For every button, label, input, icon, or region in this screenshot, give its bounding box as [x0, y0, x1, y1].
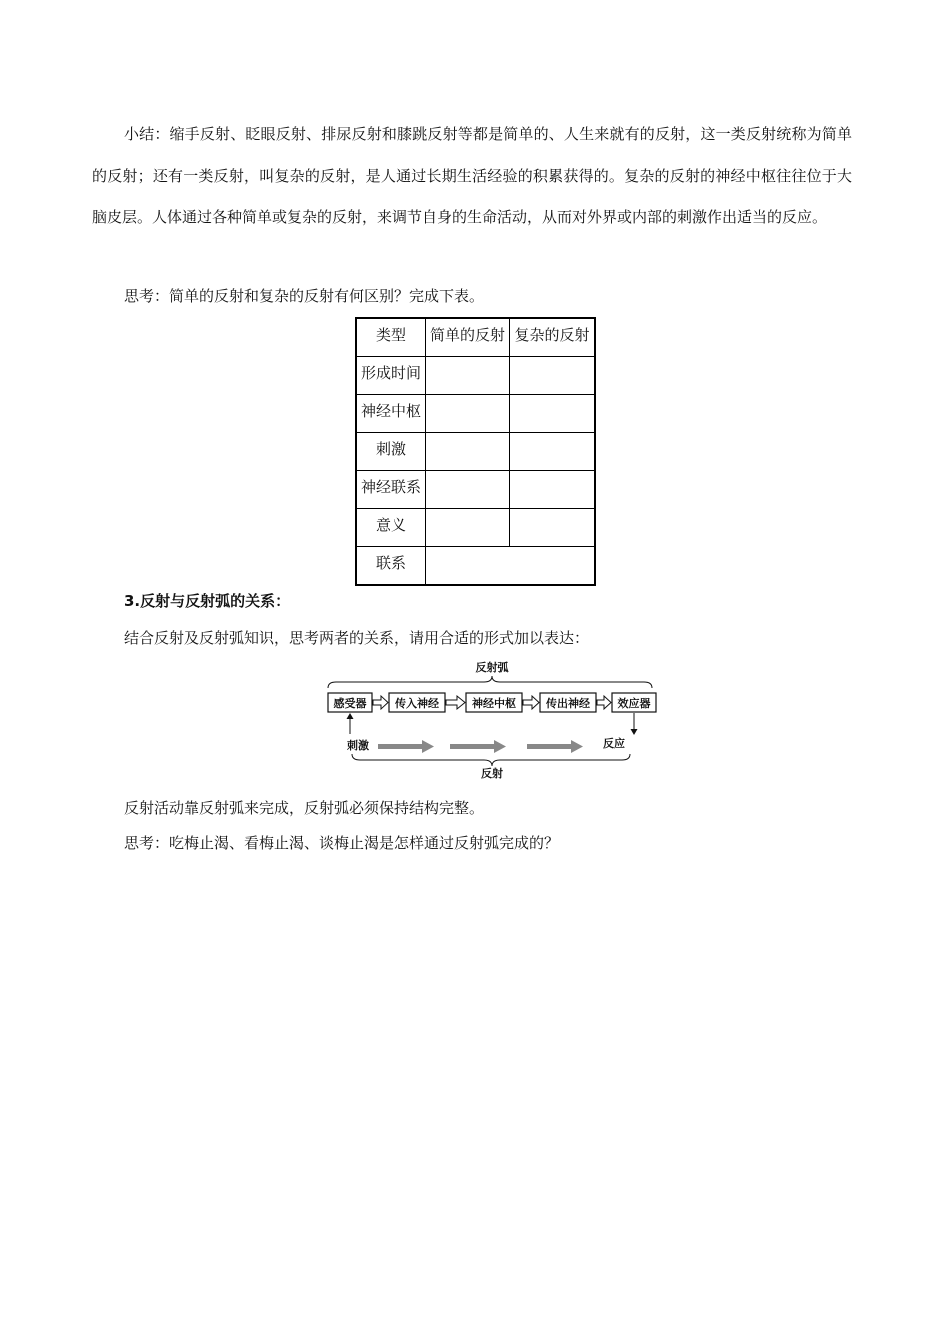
answer-cell[interactable] [510, 357, 596, 395]
hollow-arrow-icon [523, 696, 539, 709]
answer-cell[interactable] [426, 509, 510, 547]
row-label: 意义 [356, 509, 426, 547]
box-label: 神经中枢 [472, 697, 516, 710]
box-label: 传入神经 [395, 697, 439, 710]
bottom-brace [352, 754, 630, 766]
answer-cell[interactable] [510, 471, 596, 509]
table-row [356, 433, 595, 471]
answer-cell[interactable] [426, 433, 510, 471]
table-row [356, 395, 595, 433]
summary-paragraph: 小结：缩手反射、眨眼反射、排尿反射和膝跳反射等都是简单的、人生来就有的反射，这一类反射统称为简单的反射；还有一类反射，叫复杂的反射，是人通过长期生活经验的积累获得的。复杂的反射的神经中枢往往位于大脑皮层。人体通过各种简单或复杂的反射，来调节自身的生命活动，从而对外界或内部的刺激作出适当的反应。 [92, 125, 852, 226]
think-question-1: 思考：简单的反射和复杂的反射有何区别？完成下表。 [124, 287, 485, 305]
box-label: 效应器 [617, 697, 651, 710]
table-header-cell: 简单的反射 [426, 318, 510, 357]
row-label: 神经联系 [356, 471, 426, 509]
box-label: 感受器 [333, 697, 367, 710]
answer-cell[interactable] [426, 471, 510, 509]
table-row [356, 357, 595, 395]
answer-cell[interactable] [426, 547, 596, 586]
reflex-arc-diagram [322, 660, 662, 780]
flow-arrow-icon [378, 740, 434, 753]
answer-cell[interactable] [510, 509, 596, 547]
section-heading: 3.反射与反射弧的关系： [124, 592, 291, 610]
row-label: 形成时间 [356, 357, 426, 395]
comparison-table [355, 317, 596, 586]
table-row [356, 471, 595, 509]
flow-arrow-icon [527, 740, 583, 753]
flow-arrow-icon [450, 740, 506, 753]
row-label: 神经中枢 [356, 395, 426, 433]
stimulus-label: 刺激 [347, 739, 369, 752]
table-row [356, 547, 595, 586]
table-header-row [356, 318, 595, 357]
table-header-cell: 类型 [356, 318, 426, 357]
answer-cell[interactable] [510, 395, 596, 433]
answer-cell[interactable] [426, 357, 510, 395]
response-label: 反应 [603, 737, 625, 750]
top-label: 反射弧 [475, 661, 509, 674]
answer-cell[interactable] [510, 433, 596, 471]
hollow-arrow-icon [446, 696, 465, 709]
top-brace [328, 676, 652, 688]
conclusion-text: 反射活动靠反射弧来完成，反射弧必须保持结构完整。 [124, 799, 485, 817]
table-row [356, 509, 595, 547]
instruction-text: 结合反射及反射弧知识，思考两者的关系，请用合适的形式加以表达： [124, 629, 590, 647]
row-label: 刺激 [356, 433, 426, 471]
row-label: 联系 [356, 547, 426, 586]
bottom-label: 反射 [481, 767, 503, 780]
box-label: 传出神经 [546, 697, 590, 710]
table-header-cell: 复杂的反射 [510, 318, 596, 357]
hollow-arrow-icon [373, 696, 388, 709]
think-question-2: 思考：吃梅止渴、看梅止渴、谈梅止渴是怎样通过反射弧完成的？ [124, 834, 560, 852]
arrowhead-icon [631, 729, 638, 735]
answer-cell[interactable] [426, 395, 510, 433]
arrowhead-icon [347, 713, 354, 719]
hollow-arrow-icon [597, 696, 611, 709]
